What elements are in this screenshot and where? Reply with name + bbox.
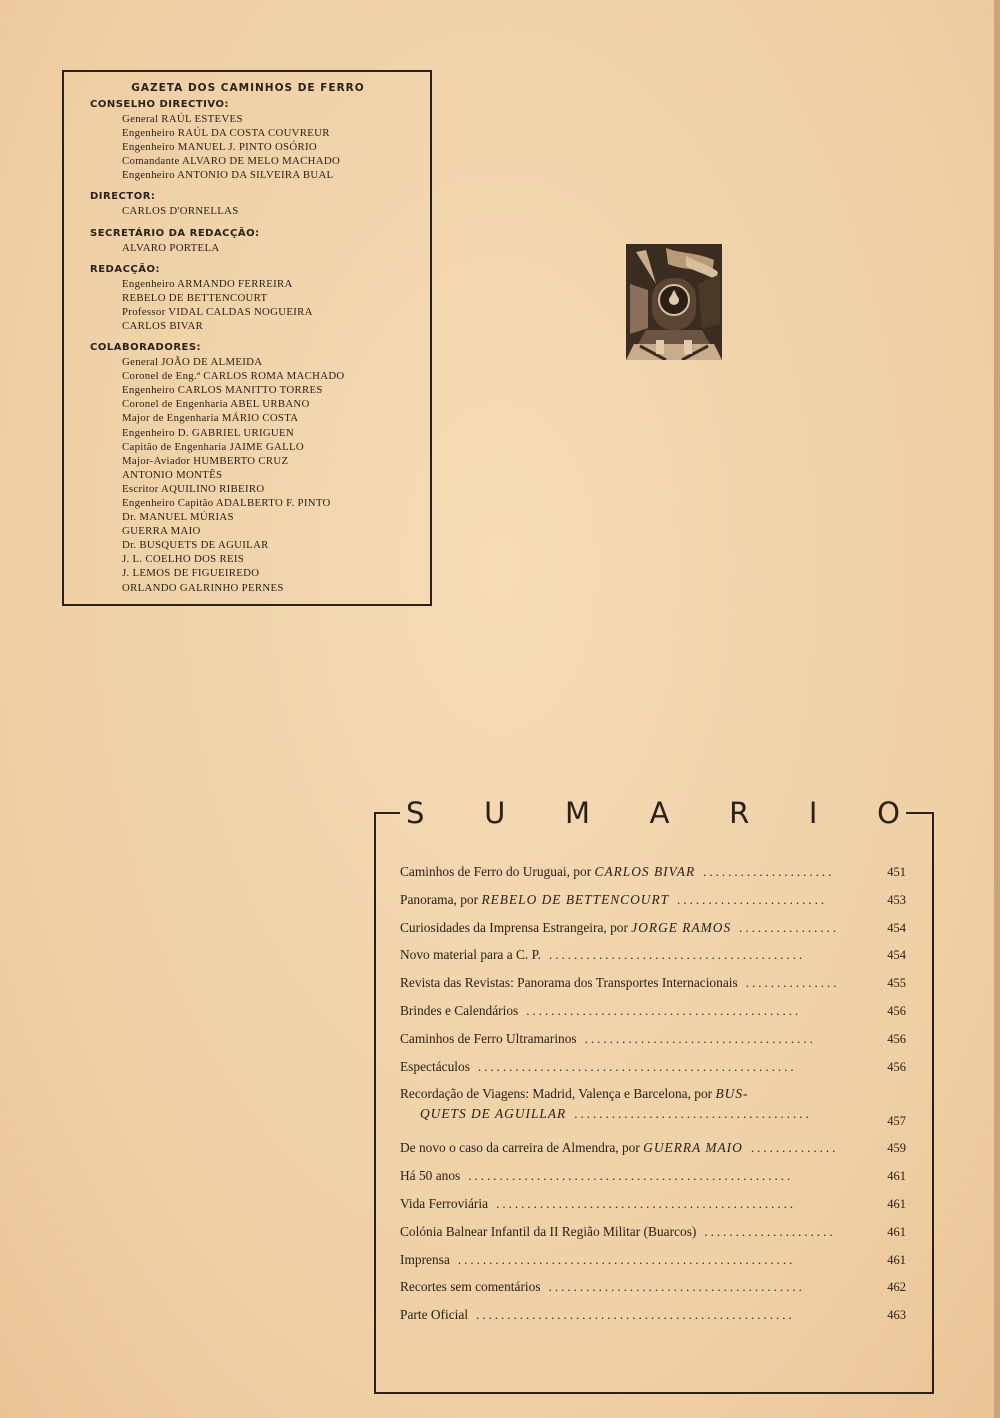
toc-page-number: 462: [887, 1280, 906, 1295]
toc-entry: [400, 1001, 908, 1029]
toc-page-number: 456: [887, 1003, 906, 1018]
toc-leader-dots: .....................: [703, 864, 835, 879]
masthead-name-line: Major de Engenharia MÁRIO COSTA: [122, 412, 299, 425]
toc-entry: [400, 1084, 908, 1138]
toc-entry-line: [400, 890, 908, 910]
masthead-name-line: Coronel de Eng.ª CARLOS ROMA MACHADO: [122, 370, 345, 383]
masthead-name-line: Engenheiro CARLOS MANITTO TORRES: [122, 384, 323, 397]
toc-entry-author: CARLOS BIVAR: [594, 864, 696, 879]
masthead-name-line: ALVARO PORTELA: [122, 241, 220, 254]
toc-page-number: 451: [887, 865, 906, 879]
sumario-title-letter: U: [484, 796, 506, 830]
toc-entry-title: Curiosidades da Imprensa Estrangeira, por: [400, 919, 632, 935]
toc-entry: [400, 1057, 908, 1085]
sumario-title-letter: S: [406, 796, 425, 830]
toc-leader-dots: .........................................: [548, 947, 806, 963]
toc-entry-author: QUETS DE AGUILLAR: [420, 1106, 567, 1122]
toc-entry-title: Recordação de Viagens: Madrid, Valença e Barcelona, por: [400, 1086, 716, 1102]
sumario-title-letter: O: [877, 796, 900, 830]
masthead-sections: [92, 98, 416, 595]
toc-leader-dots: ..............: [750, 1140, 839, 1156]
masthead-name-line: Major-Aviador HUMBERTO CRUZ: [122, 454, 289, 467]
toc-leader-dots: ............................................: [526, 1002, 802, 1018]
toc-entry-title: Colónia Balnear Infantil da II Região Militar (Buarcos): [400, 1223, 697, 1239]
masthead-section-heading: CONSELHO DIRECTIVO:: [90, 99, 229, 110]
masthead-section-heading: SECRETÁRIO DA REDACÇÃO:: [90, 227, 260, 239]
masthead-name-line: REBELO DE BETTENCOURT: [122, 291, 268, 304]
toc-entry: [400, 1138, 908, 1166]
toc-page-number: 456: [887, 1059, 906, 1074]
masthead-name-line: ORLANDO GALRINHO PERNES: [122, 581, 284, 594]
page-edge: [994, 0, 1000, 1418]
toc-leader-dots: .....................: [704, 1223, 836, 1239]
toc-entry-line: [400, 1104, 908, 1124]
toc-entry-line: [400, 1138, 908, 1158]
toc-entry-author: JORGE RAMOS: [631, 919, 732, 935]
toc-entry: [400, 862, 908, 890]
toc-entry: [400, 1222, 908, 1250]
masthead-name-line: Professor VIDAL CALDAS NOGUEIRA: [122, 305, 313, 318]
toc-entry: [400, 1166, 908, 1194]
toc-entry-line: [400, 1194, 908, 1214]
toc-page-number: 459: [887, 1141, 906, 1156]
toc-entry-author: REBELO DE BETTENCOURT: [481, 891, 670, 907]
toc-page-number: 456: [887, 1031, 906, 1046]
toc-entry-line: [400, 1305, 908, 1325]
toc-entry-title: Revista das Revistas: Panorama dos Transportes Internacionais: [400, 975, 738, 991]
toc-entry-title: Parte Oficial: [400, 1307, 469, 1323]
masthead-name-line: CARLOS BIVAR: [122, 319, 204, 332]
toc-leader-dots: ........................: [677, 891, 828, 907]
toc-page-number: 454: [887, 920, 906, 935]
toc-page-number: 461: [887, 1169, 906, 1184]
masthead-box: [62, 70, 432, 606]
masthead-name-line: Engenheiro MANUEL J. PINTO OSÓRIO: [122, 141, 317, 154]
toc-entry-author: GUERRA MAIO: [643, 1140, 743, 1156]
toc-entry-title: Brindes e Calendários: [400, 1002, 519, 1018]
masthead-name-line: Engenheiro RAÚL DA COSTA COUVREUR: [122, 127, 330, 140]
toc-leader-dots: ...................................................: [477, 1058, 797, 1074]
toc-entry-line: [400, 1250, 908, 1270]
sumario-title-letter: R: [729, 796, 750, 830]
masthead-section-heading: DIRECTOR:: [90, 191, 156, 203]
toc-leader-dots: .....................................: [584, 1030, 816, 1046]
masthead-name-line: General JOÃO DE ALMEIDA: [122, 356, 263, 369]
toc-page-number: 457: [887, 1114, 906, 1129]
toc-entry-line: [400, 945, 908, 965]
toc-leader-dots: ................: [739, 919, 840, 935]
masthead-name-line: Escritor AQUILINO RIBEIRO: [122, 482, 265, 495]
masthead-name-line: J. L. COELHO DOS REIS: [122, 553, 245, 566]
toc-entry-title: Caminhos de Ferro do Uruguai, por: [400, 864, 595, 879]
toc-entry: [400, 973, 908, 1001]
masthead-section: [92, 263, 416, 333]
table-of-contents: [400, 862, 908, 1333]
masthead-name-line: Engenheiro ARMANDO FERREIRA: [122, 277, 293, 290]
toc-entry-line: [400, 1084, 908, 1104]
toc-entry-title: Panorama, por: [400, 891, 482, 907]
locomotive-icon: [626, 244, 722, 360]
toc-entry-title: Novo material para a C. P.: [400, 947, 541, 963]
sumario-title-letter: I: [808, 796, 818, 830]
masthead-name-line: Engenheiro D. GABRIEL URIGUEN: [122, 426, 295, 439]
toc-entry-line: [400, 862, 908, 882]
masthead-name-line: Dr. MANUEL MÚRIAS: [122, 511, 234, 524]
masthead-name-line: Capitão de Engenharia JAIME GALLO: [122, 440, 305, 453]
toc-entry-line: [400, 1057, 908, 1077]
toc-entry-author: BUS-: [715, 1086, 749, 1102]
masthead-name-line: Dr. BUSQUETS DE AGUILAR: [122, 539, 269, 552]
toc-entry-line: [400, 1001, 908, 1021]
toc-entry-line: [400, 918, 908, 938]
toc-leader-dots: ...................................................: [476, 1307, 795, 1323]
toc-entry-title: Recortes sem comentários: [400, 1279, 541, 1295]
toc-entry-line: [400, 1222, 908, 1242]
toc-entry-line: [400, 973, 908, 993]
masthead-name-line: General RAÚL ESTEVES: [122, 113, 243, 125]
toc-page-number: 463: [887, 1308, 906, 1323]
masthead-section-heading: REDACÇÃO:: [90, 263, 160, 275]
toc-entry-line: [400, 1277, 908, 1297]
toc-leader-dots: ................................................: [496, 1195, 797, 1211]
toc-page-number: 461: [887, 1224, 906, 1239]
toc-entry: [400, 1250, 908, 1278]
toc-leader-dots: ......................................................: [457, 1251, 796, 1267]
toc-leader-dots: ...............: [745, 975, 840, 991]
toc-leader-dots: ......................................: [574, 1106, 812, 1122]
toc-entry-line: [400, 1029, 908, 1049]
toc-leader-dots: .........................................: [548, 1279, 805, 1295]
masthead-name-line: Coronel de Engenharia ABEL URBANO: [122, 398, 310, 411]
toc-entry: [400, 945, 908, 973]
toc-entry-title: De novo o caso da carreira de Almendra, por: [400, 1140, 644, 1156]
masthead-section-heading: COLABORADORES:: [90, 342, 202, 354]
masthead-name-line: CARLOS D'ORNELLAS: [122, 205, 239, 218]
toc-entry: [400, 890, 908, 918]
toc-leader-dots: ....................................................: [468, 1168, 794, 1184]
sumario-title-letter: A: [649, 796, 670, 830]
masthead-name-line: GUERRA MAIO: [122, 525, 201, 538]
toc-entry: [400, 1194, 908, 1222]
toc-entry-line: [400, 1166, 908, 1186]
toc-page-number: 454: [887, 948, 906, 963]
masthead-section: [92, 227, 416, 255]
masthead-section: [92, 341, 416, 595]
toc-entry: [400, 1305, 908, 1333]
toc-entry: [400, 1029, 908, 1057]
toc-entry-title: Caminhos de Ferro Ultramarinos: [400, 1030, 577, 1046]
masthead-name-line: ANTONIO MONTÊS: [122, 468, 223, 481]
toc-page-number: 461: [887, 1196, 906, 1211]
masthead-section: [92, 190, 416, 218]
masthead-section: [92, 98, 416, 182]
toc-entry: [400, 918, 908, 946]
toc-entry-title: Espectáculos: [400, 1058, 470, 1074]
masthead-name-line: J. LEMOS DE FIGUEIREDO: [122, 567, 260, 580]
locomotive-woodcut-image: [626, 244, 722, 360]
masthead-title: GAZETA DOS CAMINHOS DE FERRO: [131, 82, 365, 94]
masthead-name-line: Engenheiro ANTONIO DA SILVEIRA BUAL: [122, 169, 334, 182]
toc-page-number: 455: [887, 976, 906, 991]
toc-page-number: 453: [887, 892, 906, 907]
masthead-name-line: Comandante ALVARO DE MELO MACHADO: [122, 155, 341, 168]
toc-page-number: 461: [887, 1252, 906, 1267]
toc-entry-title: Imprensa: [400, 1251, 450, 1267]
masthead-name-line: Engenheiro Capitão ADALBERTO F. PINTO: [122, 496, 331, 509]
toc-entry-title: Há 50 anos: [400, 1168, 461, 1184]
toc-entry-title: Vida Ferroviária: [400, 1195, 489, 1211]
toc-entry: [400, 1277, 908, 1305]
sumario-title-letter: M: [564, 796, 590, 830]
